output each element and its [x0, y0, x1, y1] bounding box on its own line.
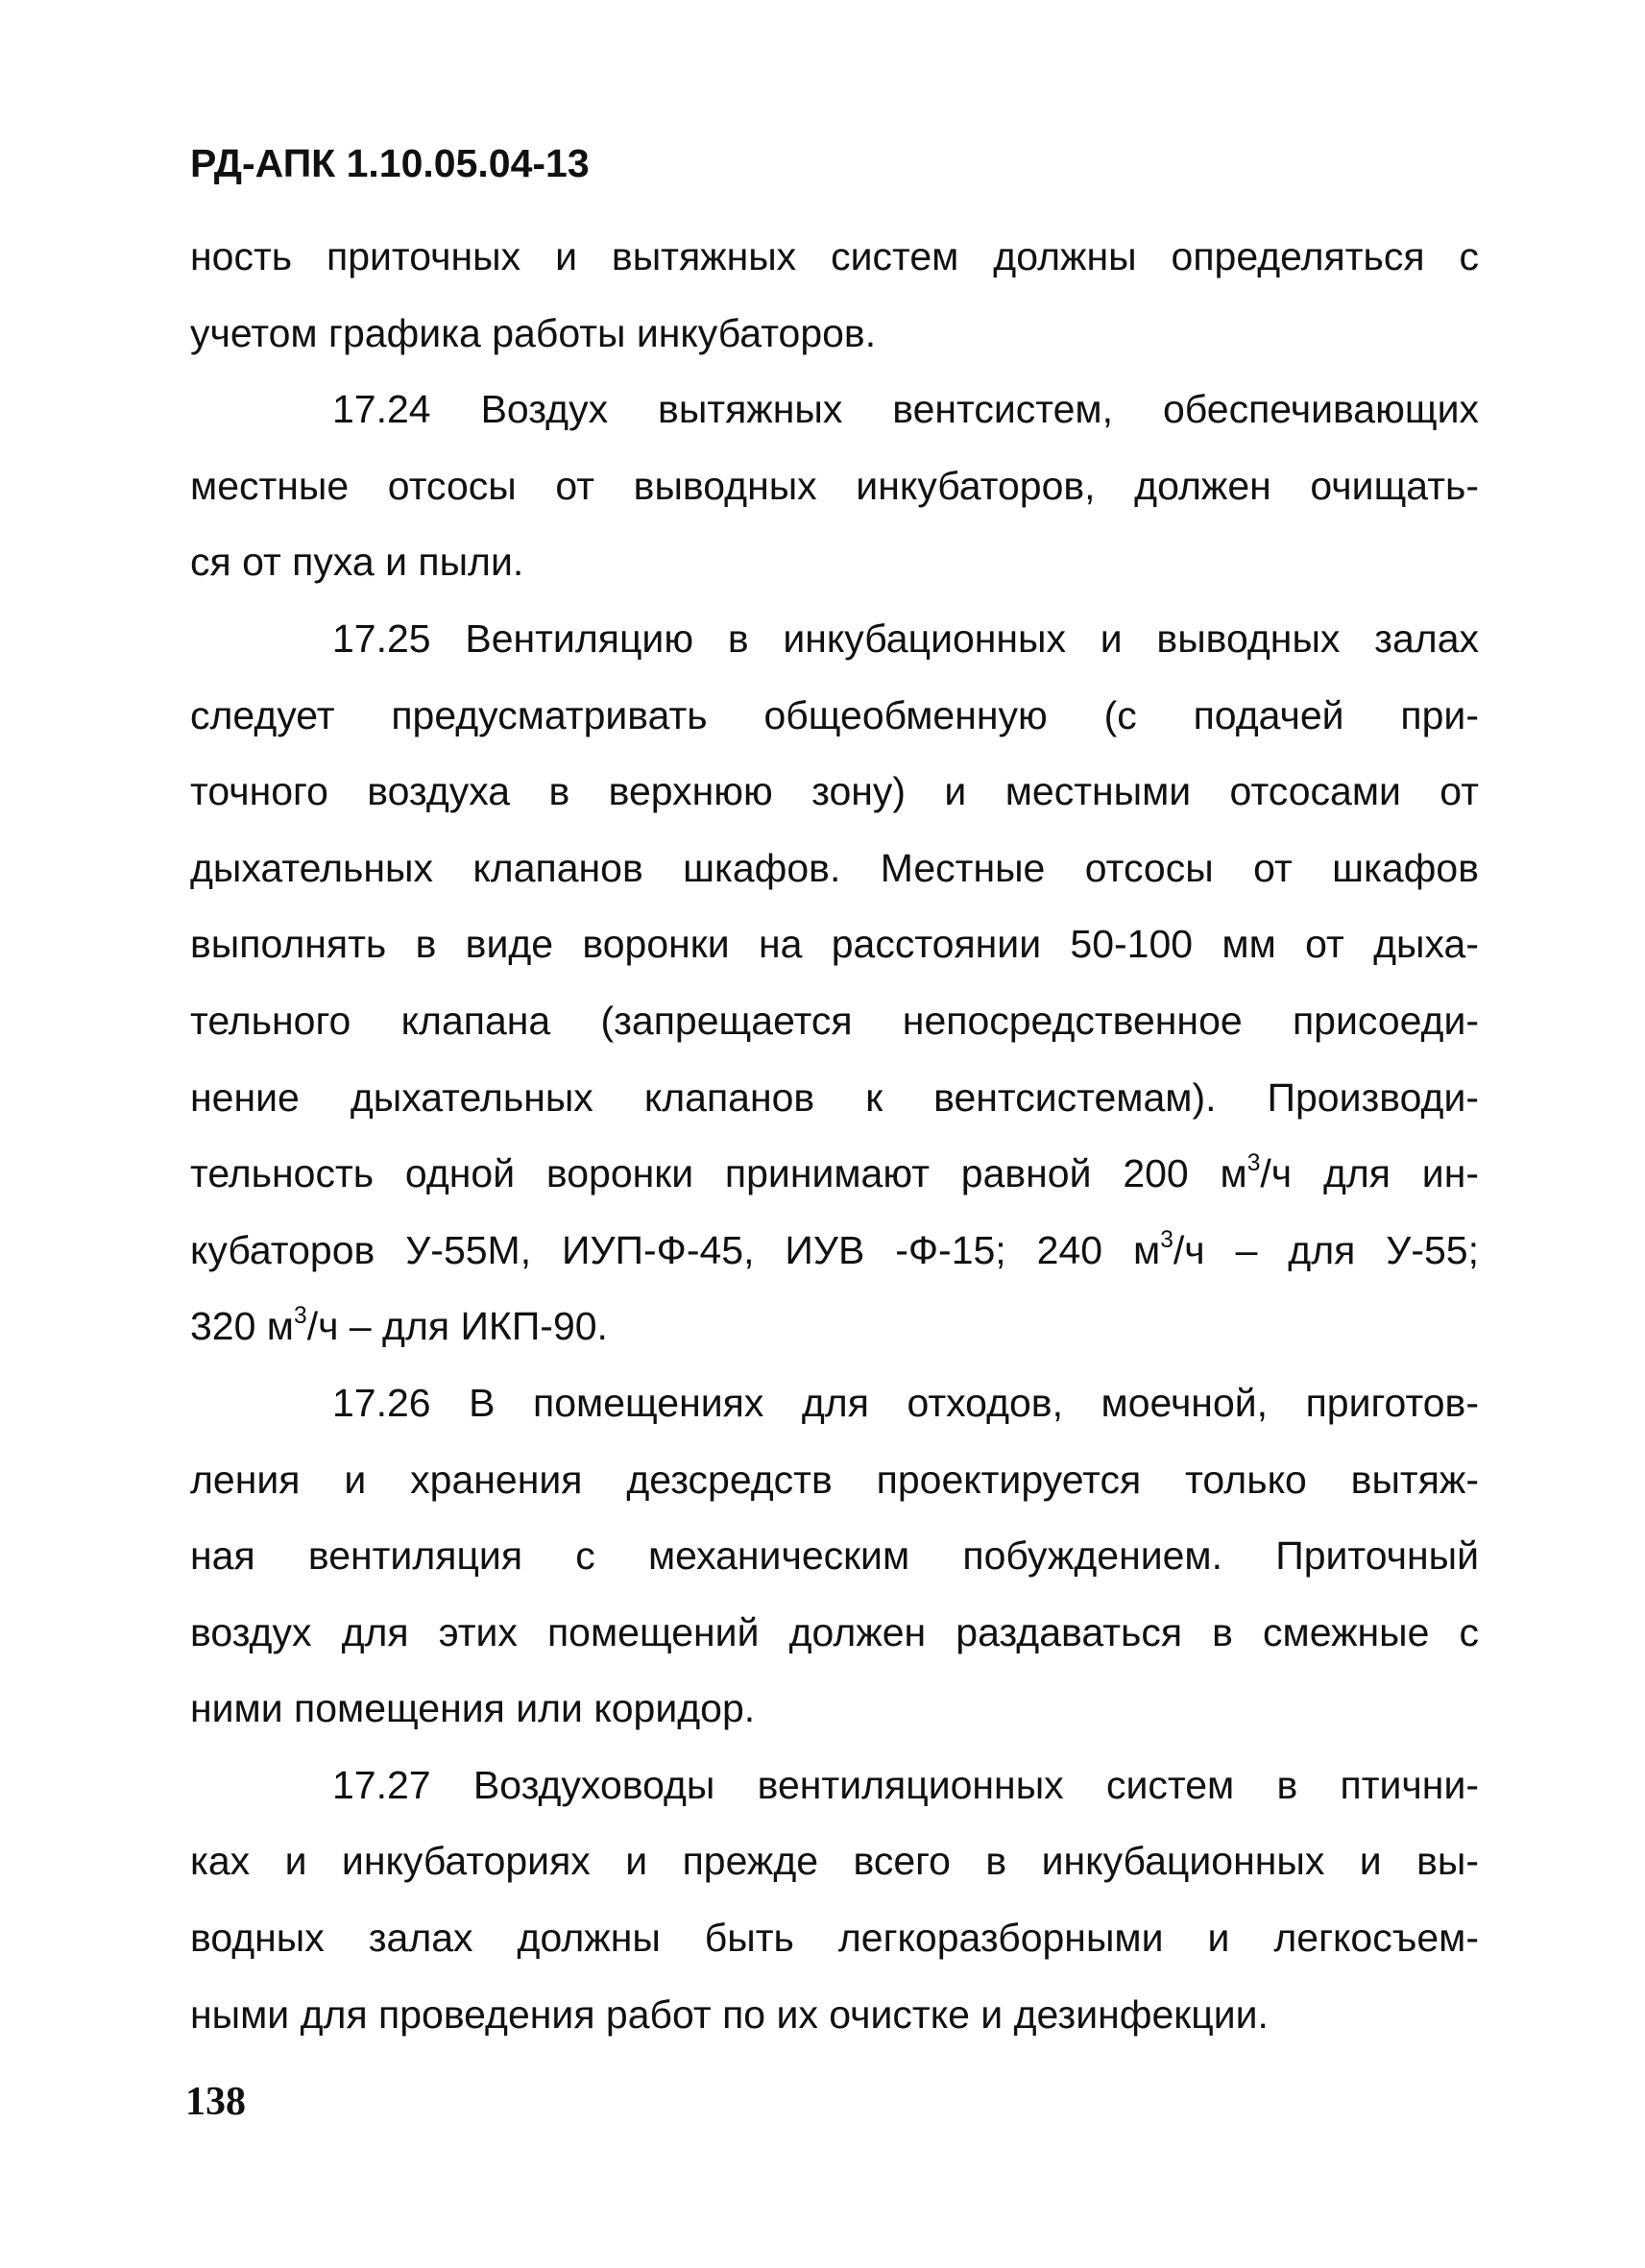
- text-line-with-superscript: [190, 1136, 1479, 1213]
- text-line: тельного клапана (запрещается непосредственное присоеди-: [190, 998, 1479, 1043]
- text-line: ся от пуха и пыли.: [190, 540, 524, 585]
- text-line: нение дыхательных клапанов к вентсистемам). Производи-: [190, 1074, 1479, 1120]
- text-line: ная вентиляция с механическим побуждением. Приточный: [190, 1533, 1479, 1579]
- text-line: водных залах должны быть легкоразборными и легкосъем-: [190, 1916, 1479, 1961]
- document-body: [190, 219, 1479, 2053]
- text-line: ках и инкубаториях и прежде всего в инкубационных и вы-: [190, 1839, 1479, 1884]
- page-number: 138: [185, 2080, 246, 2124]
- document-code-header: РД-АПК 1.10.05.04-13: [190, 141, 590, 185]
- text-line: ними помещения или коридор.: [190, 1686, 756, 1731]
- paragraph-17-27: [190, 1748, 1479, 2053]
- paragraph-17-24: [190, 372, 1479, 601]
- text-line-with-superscript: [190, 1213, 1479, 1290]
- text-line: выполнять в виде воронки на расстоянии 50-100 мм от дыха-: [190, 922, 1479, 967]
- superscript: 3: [1246, 1150, 1261, 1177]
- text-line: 17.27 Воздуховоды вентиляционных систем в птични-: [332, 1762, 1479, 1807]
- text-line: точного воздуха в верхнюю зону) и местными отсосами от: [190, 769, 1479, 814]
- text-segment: /ч для ин-: [1260, 1151, 1480, 1196]
- paragraph-17-26: [190, 1365, 1479, 1748]
- paragraph-continuation: [190, 219, 1479, 372]
- text-segment: тельность одной воронки принимают равной 200 м: [190, 1151, 1247, 1196]
- superscript: 3: [294, 1303, 307, 1330]
- text-line: ность приточных и вытяжных систем должны определяться с: [190, 234, 1479, 278]
- text-line: местные отсосы от выводных инкубаторов, должен очищать-: [190, 463, 1479, 508]
- text-line-with-superscript: [190, 1289, 1479, 1365]
- text-line: 17.26 В помещениях для отходов, моечной, приготов-: [332, 1380, 1479, 1425]
- text-line: 17.24 Воздух вытяжных вентсистем, обеспечивающих: [332, 387, 1479, 432]
- text-segment: 320 м: [190, 1304, 294, 1349]
- text-segment: /ч – для ИКП-90.: [306, 1304, 608, 1349]
- text-line: следует предусматривать общеобменную (с подачей при-: [190, 692, 1479, 737]
- text-line: учетом графика работы инкубаторов.: [190, 310, 877, 355]
- text-line: 17.25 Вентиляцию в инкубационных и выводных залах: [332, 615, 1479, 661]
- paragraph-17-25: [190, 601, 1479, 1365]
- text-line: воздух для этих помещений должен раздаваться в смежные с: [190, 1609, 1479, 1654]
- text-line: ления и хранения дезсредств проектируется только вытяж-: [190, 1457, 1479, 1502]
- superscript: 3: [1160, 1226, 1173, 1253]
- text-segment: кубаторов У-55М, ИУП-Ф-45, ИУВ -Ф-15; 240 м: [190, 1227, 1161, 1272]
- text-line: ными для проведения работ по их очистке и дезинфекции.: [190, 1991, 1269, 2037]
- text-line: дыхательных клапанов шкафов. Местные отсосы от шкафов: [190, 845, 1479, 890]
- text-segment: /ч – для У-55;: [1173, 1227, 1479, 1272]
